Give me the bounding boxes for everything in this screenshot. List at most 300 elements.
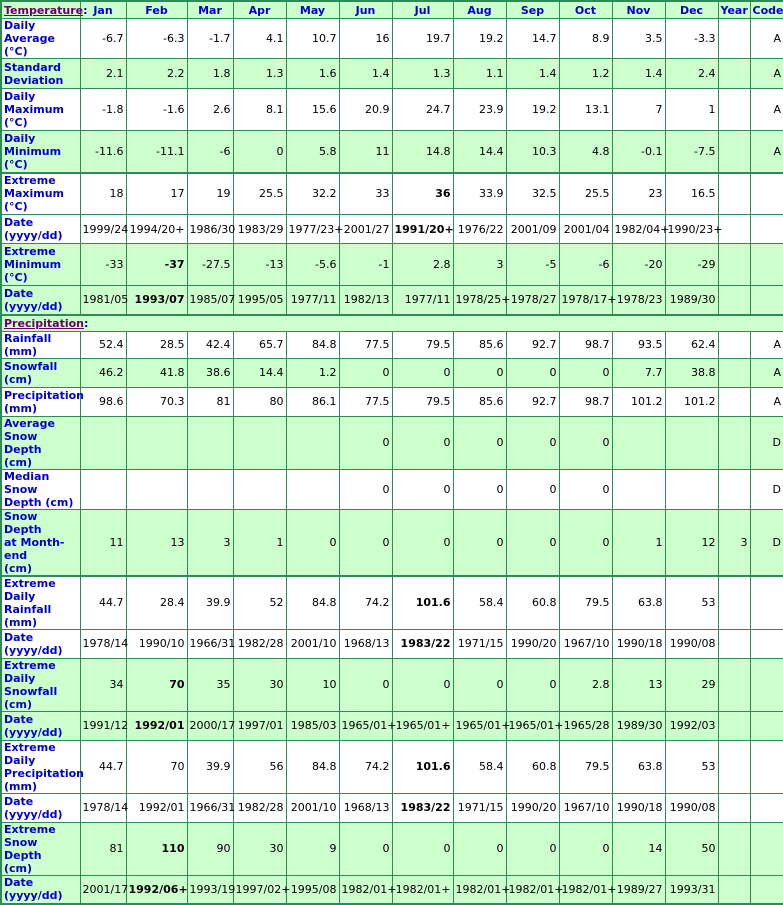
cell-jan: -33 — [80, 244, 126, 286]
row-label-line: (°C) — [4, 200, 28, 214]
cell-apr — [233, 469, 286, 509]
row-label-line: Date — [4, 216, 34, 229]
row-label-line: Minimum — [4, 258, 62, 271]
cell-aug: 33.9 — [453, 173, 506, 215]
cell-mar: 90 — [187, 822, 233, 875]
cell-oct: 98.7 — [559, 387, 612, 416]
cell-feb — [126, 416, 187, 469]
cell-dec: -3.3 — [665, 19, 718, 59]
cell-code: A — [750, 387, 783, 416]
table-row — [1, 416, 783, 469]
cell-oct: 4.8 — [559, 131, 612, 173]
cell-year — [718, 286, 750, 315]
row-label-line: Maximum — [4, 187, 64, 201]
cell-feb: 110 — [126, 822, 187, 875]
column-header-jan: Jan — [80, 1, 126, 19]
cell-jan: 44.7 — [80, 576, 126, 630]
cell-oct: 0 — [559, 822, 612, 875]
cell-code — [750, 658, 783, 711]
table-row — [1, 215, 783, 244]
cell-feb: 70.3 — [126, 387, 187, 416]
cell-oct: 8.9 — [559, 19, 612, 59]
cell-oct: 0 — [559, 509, 612, 576]
cell-may: 1977/11 — [286, 286, 339, 315]
cell-year — [718, 822, 750, 875]
cell-oct: 1967/10 — [559, 793, 612, 822]
cell-nov: 3.5 — [612, 19, 665, 59]
cell-aug: 0 — [453, 469, 506, 509]
cell-nov: 13 — [612, 658, 665, 711]
cell-jul: 2.8 — [392, 244, 453, 286]
row-label-line: Daily Average — [4, 19, 55, 45]
cell-sep: 60.8 — [506, 740, 559, 793]
cell-jul: 1983/22 — [392, 793, 453, 822]
cell-oct: 1982/01+ — [559, 875, 612, 904]
cell-year — [718, 89, 750, 131]
cell-jul: 101.6 — [392, 740, 453, 793]
cell-code — [750, 629, 783, 658]
cell-mar: 42.4 — [187, 331, 233, 358]
cell-feb: -6.3 — [126, 19, 187, 59]
cell-nov: 93.5 — [612, 331, 665, 358]
row-label — [1, 244, 80, 286]
cell-nov: 1989/27 — [612, 875, 665, 904]
cell-feb: 13 — [126, 509, 187, 576]
cell-aug: 14.4 — [453, 131, 506, 173]
row-label-line: Extreme — [4, 822, 56, 836]
cell-may — [286, 469, 339, 509]
cell-dec: 1992/03 — [665, 711, 718, 740]
cell-apr: 56 — [233, 740, 286, 793]
cell-mar: 1985/07 — [187, 286, 233, 315]
cell-may: 1977/23+ — [286, 215, 339, 244]
cell-jun: -1 — [339, 244, 392, 286]
cell-jul: 24.7 — [392, 89, 453, 131]
cell-dec: -29 — [665, 244, 718, 286]
cell-apr: 30 — [233, 658, 286, 711]
cell-year — [718, 740, 750, 793]
cell-dec: 29 — [665, 658, 718, 711]
row-label — [1, 711, 80, 740]
cell-year — [718, 387, 750, 416]
cell-jan: 1981/05 — [80, 286, 126, 315]
cell-mar: 39.9 — [187, 740, 233, 793]
column-header-oct: Oct — [559, 1, 612, 19]
cell-oct: 2001/04 — [559, 215, 612, 244]
cell-oct: 0 — [559, 416, 612, 469]
cell-may: 9 — [286, 822, 339, 875]
row-label-line: (cm) — [4, 697, 33, 711]
cell-jul: 79.5 — [392, 331, 453, 358]
row-label-line: Extreme — [4, 174, 56, 188]
cell-nov: 1990/18 — [612, 629, 665, 658]
cell-jan: 52.4 — [80, 331, 126, 358]
table-row — [1, 822, 783, 875]
cell-year — [718, 215, 750, 244]
cell-sep: 1990/20 — [506, 629, 559, 658]
cell-apr: 1995/05 — [233, 286, 286, 315]
cell-code — [750, 215, 783, 244]
row-label-line: Deviation — [4, 73, 64, 87]
cell-apr: 1983/29 — [233, 215, 286, 244]
column-header-sep: Sep — [506, 1, 559, 19]
cell-sep: 0 — [506, 358, 559, 387]
column-header-dec: Dec — [665, 1, 718, 19]
cell-jun: 1968/13 — [339, 629, 392, 658]
cell-dec: -7.5 — [665, 131, 718, 173]
row-label — [1, 387, 84, 416]
row-label — [1, 19, 80, 59]
column-header-apr: Apr — [233, 1, 286, 19]
cell-dec — [665, 416, 718, 469]
cell-year — [718, 576, 750, 630]
header-row — [1, 1, 783, 19]
table-row — [1, 658, 783, 711]
row-label-line: Date — [4, 794, 34, 808]
cell-jul: 79.5 — [392, 387, 453, 416]
cell-jun: 77.5 — [339, 387, 392, 416]
cell-sep: 32.5 — [506, 173, 559, 215]
cell-nov: 63.8 — [612, 576, 665, 630]
cell-jul: 101.6 — [392, 576, 453, 630]
cell-code: A — [750, 358, 783, 387]
cell-nov — [612, 416, 665, 469]
cell-code — [750, 875, 783, 904]
cell-feb: 70 — [126, 658, 187, 711]
cell-feb: 1992/01 — [126, 711, 187, 740]
row-label — [1, 793, 80, 822]
cell-may: 84.8 — [286, 331, 339, 358]
cell-feb: 70 — [126, 740, 187, 793]
table-row — [1, 793, 783, 822]
cell-jun: 1968/13 — [339, 793, 392, 822]
cell-jan: -1.8 — [80, 89, 126, 131]
cell-apr: 80 — [233, 387, 286, 416]
cell-dec: 62.4 — [665, 331, 718, 358]
row-label-line: Extreme Daily — [4, 658, 56, 685]
cell-apr: 65.7 — [233, 331, 286, 358]
row-label-line: Extreme — [4, 245, 56, 258]
cell-aug: 1976/22 — [453, 215, 506, 244]
cell-mar: 1993/19 — [187, 875, 233, 904]
cell-mar: 1966/31 — [187, 793, 233, 822]
table-row — [1, 358, 783, 387]
cell-feb: 41.8 — [126, 358, 187, 387]
cell-mar: 2.6 — [187, 89, 233, 131]
cell-dec: 1989/30 — [665, 286, 718, 315]
cell-apr: 4.1 — [233, 19, 286, 59]
cell-jun: 0 — [339, 822, 392, 875]
cell-nov: 1 — [612, 509, 665, 576]
row-label-line: (yyyy/dd) — [4, 229, 63, 242]
cell-jul: 0 — [392, 416, 453, 469]
cell-oct: 2.8 — [559, 658, 612, 711]
row-label-line: Extreme Daily — [4, 740, 56, 767]
cell-jul: 0 — [392, 822, 453, 875]
row-label — [1, 286, 80, 315]
cell-apr — [233, 416, 286, 469]
cell-may: 1.6 — [286, 59, 339, 89]
row-label-line: Date — [4, 630, 34, 644]
row-label — [1, 331, 80, 358]
cell-may: 0 — [286, 509, 339, 576]
cell-jul: 0 — [392, 658, 453, 711]
cell-feb: 17 — [126, 173, 187, 215]
cell-sep: -5 — [506, 244, 559, 286]
cell-may: 1995/08 — [286, 875, 339, 904]
row-label-line: (°C) — [4, 116, 28, 129]
cell-mar: 1.8 — [187, 59, 233, 89]
table-row — [1, 173, 783, 215]
cell-may: 5.8 — [286, 131, 339, 173]
precipitation-link[interactable]: Precipitation — [4, 316, 84, 330]
cell-dec: 50 — [665, 822, 718, 875]
cell-code: A — [750, 59, 783, 89]
cell-sep: 1965/01+ — [506, 711, 559, 740]
cell-may: 10 — [286, 658, 339, 711]
cell-oct: 1967/10 — [559, 629, 612, 658]
row-label-line: (mm) — [4, 779, 37, 793]
cell-code — [750, 286, 783, 315]
cell-apr: 25.5 — [233, 173, 286, 215]
cell-sep: 14.7 — [506, 19, 559, 59]
cell-jun: 33 — [339, 173, 392, 215]
row-label-line: (yyyy/dd) — [4, 889, 63, 903]
table-row — [1, 59, 783, 89]
cell-apr: 1 — [233, 509, 286, 576]
cell-year — [718, 131, 750, 173]
column-header-mar: Mar — [187, 1, 233, 19]
cell-jun: 74.2 — [339, 740, 392, 793]
cell-apr: 1982/28 — [233, 793, 286, 822]
cell-jun: 0 — [339, 469, 392, 509]
cell-code — [750, 793, 783, 822]
column-header-year: Year — [718, 1, 750, 19]
row-label-line: Rainfall (mm) — [4, 331, 52, 358]
cell-year — [718, 658, 750, 711]
cell-dec: 2.4 — [665, 59, 718, 89]
cell-nov: 1989/30 — [612, 711, 665, 740]
cell-oct: 0 — [559, 358, 612, 387]
cell-sep: 1990/20 — [506, 793, 559, 822]
cell-may: 10.7 — [286, 19, 339, 59]
table-row — [1, 244, 783, 286]
cell-nov: 63.8 — [612, 740, 665, 793]
cell-apr: 0 — [233, 131, 286, 173]
cell-sep: 92.7 — [506, 387, 559, 416]
colon: : — [83, 316, 89, 330]
cell-apr: 30 — [233, 822, 286, 875]
cell-oct: 25.5 — [559, 173, 612, 215]
cell-may: 1985/03 — [286, 711, 339, 740]
cell-may: 84.8 — [286, 576, 339, 630]
cell-dec: 12 — [665, 509, 718, 576]
cell-jun: 20.9 — [339, 89, 392, 131]
table-row — [1, 89, 783, 131]
cell-dec: 53 — [665, 740, 718, 793]
cell-feb — [126, 469, 187, 509]
cell-aug: 23.9 — [453, 89, 506, 131]
temperature-section — [1, 19, 783, 315]
row-label — [1, 576, 80, 630]
cell-code — [750, 822, 783, 875]
cell-jan: 18 — [80, 173, 126, 215]
row-label-line: (yyyy/dd) — [4, 807, 63, 821]
cell-may: 32.2 — [286, 173, 339, 215]
cell-jul: 0 — [392, 469, 453, 509]
cell-jun: 1982/13 — [339, 286, 392, 315]
row-label — [1, 89, 80, 131]
row-label-line: Average — [4, 416, 55, 430]
cell-code — [750, 244, 783, 286]
cell-sep: 60.8 — [506, 576, 559, 630]
cell-apr: 1997/02+ — [233, 875, 286, 904]
cell-jul: 1977/11 — [392, 286, 453, 315]
cell-jan: 11 — [80, 509, 126, 576]
cell-code: D — [750, 469, 783, 509]
cell-jun: 77.5 — [339, 331, 392, 358]
cell-sep: 0 — [506, 416, 559, 469]
cell-year: 3 — [718, 509, 750, 576]
cell-year — [718, 416, 750, 469]
cell-code — [750, 173, 783, 215]
row-label — [1, 740, 84, 793]
cell-dec: 53 — [665, 576, 718, 630]
cell-nov: 1982/04+ — [612, 215, 665, 244]
cell-feb: 28.5 — [126, 331, 187, 358]
cell-dec: 101.2 — [665, 387, 718, 416]
cell-mar: 35 — [187, 658, 233, 711]
column-header-nov: Nov — [612, 1, 665, 19]
cell-jun: 11 — [339, 131, 392, 173]
row-label — [1, 875, 80, 904]
row-label-line: Depth (cm) — [4, 495, 74, 509]
table-row — [1, 576, 783, 630]
cell-jun: 0 — [339, 509, 392, 576]
cell-aug: 0 — [453, 358, 506, 387]
cell-dec: 1993/31 — [665, 875, 718, 904]
row-label-line: (mm) — [4, 401, 37, 415]
cell-jun: 74.2 — [339, 576, 392, 630]
row-label — [1, 131, 80, 173]
cell-jan: 98.6 — [80, 387, 126, 416]
cell-may: 2001/10 — [286, 629, 339, 658]
cell-jan: 34 — [80, 658, 126, 711]
temperature-link[interactable]: Temperature — [4, 3, 84, 17]
cell-year — [718, 469, 750, 509]
row-label-line: Date — [4, 712, 34, 726]
row-label-line: (cm) — [4, 561, 33, 575]
cell-dec: 16.5 — [665, 173, 718, 215]
row-label-line: Maximum — [4, 103, 64, 116]
cell-jan: 2.1 — [80, 59, 126, 89]
cell-code: A — [750, 89, 783, 131]
cell-feb: 28.4 — [126, 576, 187, 630]
cell-mar: -27.5 — [187, 244, 233, 286]
cell-feb: 1992/06+ — [126, 875, 187, 904]
row-label-line: Snowfall — [4, 359, 58, 373]
colon: : — [83, 3, 88, 17]
cell-jan: 46.2 — [80, 358, 126, 387]
cell-dec: 38.8 — [665, 358, 718, 387]
cell-apr: -13 — [233, 244, 286, 286]
cell-code — [750, 711, 783, 740]
cell-year — [718, 173, 750, 215]
precipitation-section — [1, 315, 783, 905]
row-label-line: (cm) — [4, 372, 33, 386]
cell-aug: 1971/15 — [453, 629, 506, 658]
precipitation-section-header — [1, 315, 783, 332]
row-label — [1, 416, 80, 469]
cell-apr: 1997/01 — [233, 711, 286, 740]
cell-jul: 36 — [392, 173, 453, 215]
cell-year — [718, 875, 750, 904]
cell-mar: 81 — [187, 387, 233, 416]
cell-sep: 0 — [506, 658, 559, 711]
table-row — [1, 131, 783, 173]
row-label-line: Snow Depth — [4, 509, 42, 536]
cell-jun: 0 — [339, 658, 392, 711]
column-header-jun: Jun — [339, 1, 392, 19]
cell-jul: 1982/01+ — [392, 875, 453, 904]
cell-nov: 7.7 — [612, 358, 665, 387]
cell-may: 86.1 — [286, 387, 339, 416]
cell-jul: 1965/01+ — [392, 711, 453, 740]
cell-jan: -11.6 — [80, 131, 126, 173]
cell-jan: 44.7 — [80, 740, 126, 793]
cell-year — [718, 793, 750, 822]
row-label-line: Median Snow — [4, 469, 50, 496]
cell-jul: 14.8 — [392, 131, 453, 173]
cell-nov: 1978/23 — [612, 286, 665, 315]
cell-dec: 1 — [665, 89, 718, 131]
cell-code — [750, 740, 783, 793]
cell-mar: 1966/31 — [187, 629, 233, 658]
cell-year — [718, 19, 750, 59]
cell-jan: 1991/12 — [80, 711, 126, 740]
table-row — [1, 331, 783, 358]
cell-code — [750, 576, 783, 630]
row-label — [1, 469, 80, 509]
cell-oct: 0 — [559, 469, 612, 509]
cell-sep: 1.4 — [506, 59, 559, 89]
cell-oct: 98.7 — [559, 331, 612, 358]
cell-year — [718, 629, 750, 658]
column-header-may: May — [286, 1, 339, 19]
cell-oct: 79.5 — [559, 740, 612, 793]
cell-jul: 0 — [392, 358, 453, 387]
row-label-line: at Month-end — [4, 535, 65, 562]
row-label-line: Precipitation — [4, 388, 84, 402]
cell-jun: 1982/01+ — [339, 875, 392, 904]
row-label-line: Standard — [4, 60, 62, 74]
cell-nov: 101.2 — [612, 387, 665, 416]
cell-may: 15.6 — [286, 89, 339, 131]
row-label — [1, 173, 80, 215]
cell-mar: 1986/30 — [187, 215, 233, 244]
cell-jun: 0 — [339, 358, 392, 387]
table-row — [1, 509, 783, 576]
cell-sep: 0 — [506, 469, 559, 509]
cell-oct: 1978/17+ — [559, 286, 612, 315]
cell-aug: 0 — [453, 416, 506, 469]
cell-sep: 0 — [506, 822, 559, 875]
row-label-line: Date — [4, 286, 34, 300]
cell-oct: 13.1 — [559, 89, 612, 131]
cell-may — [286, 416, 339, 469]
cell-aug: 0 — [453, 658, 506, 711]
table-row — [1, 286, 783, 315]
